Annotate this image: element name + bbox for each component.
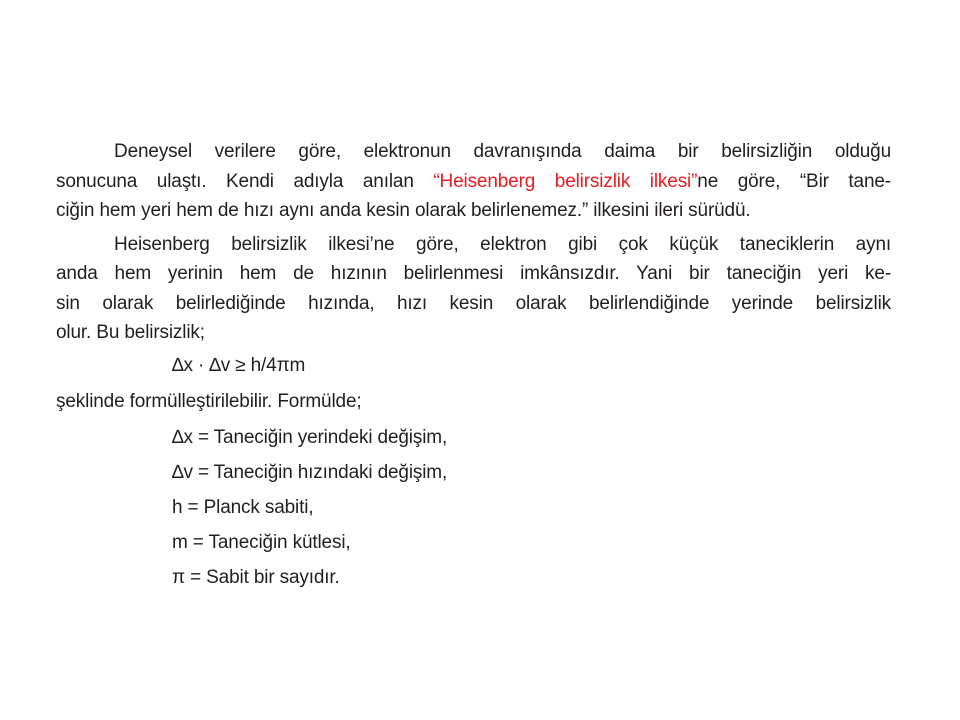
body-text xyxy=(56,137,891,595)
paragraph-uncertainty-principle xyxy=(56,230,891,348)
uncertainty-formula: ∆x · ∆v ≥ h/4πm xyxy=(172,354,306,376)
paragraph1-line3: ciğin hem yeri hem de hızı aynı anda kesin olarak belirlenemez.” ilkesini ileri sürüdü. xyxy=(56,200,751,221)
paragraph2-line4: olur. Bu belirsizlik; xyxy=(56,322,205,343)
paragraph1-line2 xyxy=(56,167,891,197)
formula-intro: şeklinde formülleştirilebilir. Formülde; xyxy=(56,390,362,412)
paragraph-heisenberg-intro xyxy=(56,137,891,226)
paragraph1-line1: Deneysel verilere göre, elektronun davranışında daima bir belirsizliğin olduğu xyxy=(114,141,891,162)
definition-delta-v: ∆v = Taneciğin hızındaki değişim, xyxy=(172,461,448,483)
definition-pi: π = Sabit bir sayıdır. xyxy=(172,566,340,588)
paragraph2-line2: anda hem yerinin hem de hızının belirlenmesi imkânsızdır. Yani bir taneciğin yeri ke- xyxy=(56,263,891,284)
paragraph1-line2-before: sonucuna ulaştı. Kendi adıyla anılan xyxy=(56,170,434,192)
definition-h: h = Planck sabiti, xyxy=(172,496,314,518)
highlighted-term: “Heisenberg belirsizlik ilkesi” xyxy=(433,170,698,192)
paragraph2-line3: sin olarak belirlediğinde hızında, hızı kesin olarak belirlendiğinde yerinde belirsizlik xyxy=(56,292,891,314)
paragraph1-line2-after: ne göre, “Bir tane- xyxy=(697,170,891,192)
definition-delta-x: ∆x = Taneciğin yerindeki değişim, xyxy=(172,426,448,448)
definition-m: m = Taneciğin kütlesi, xyxy=(172,531,351,553)
paragraph2-line1: Heisenberg belirsizlik ilkesi’ne göre, elektron gibi çok küçük taneciklerin aynı xyxy=(114,233,891,255)
